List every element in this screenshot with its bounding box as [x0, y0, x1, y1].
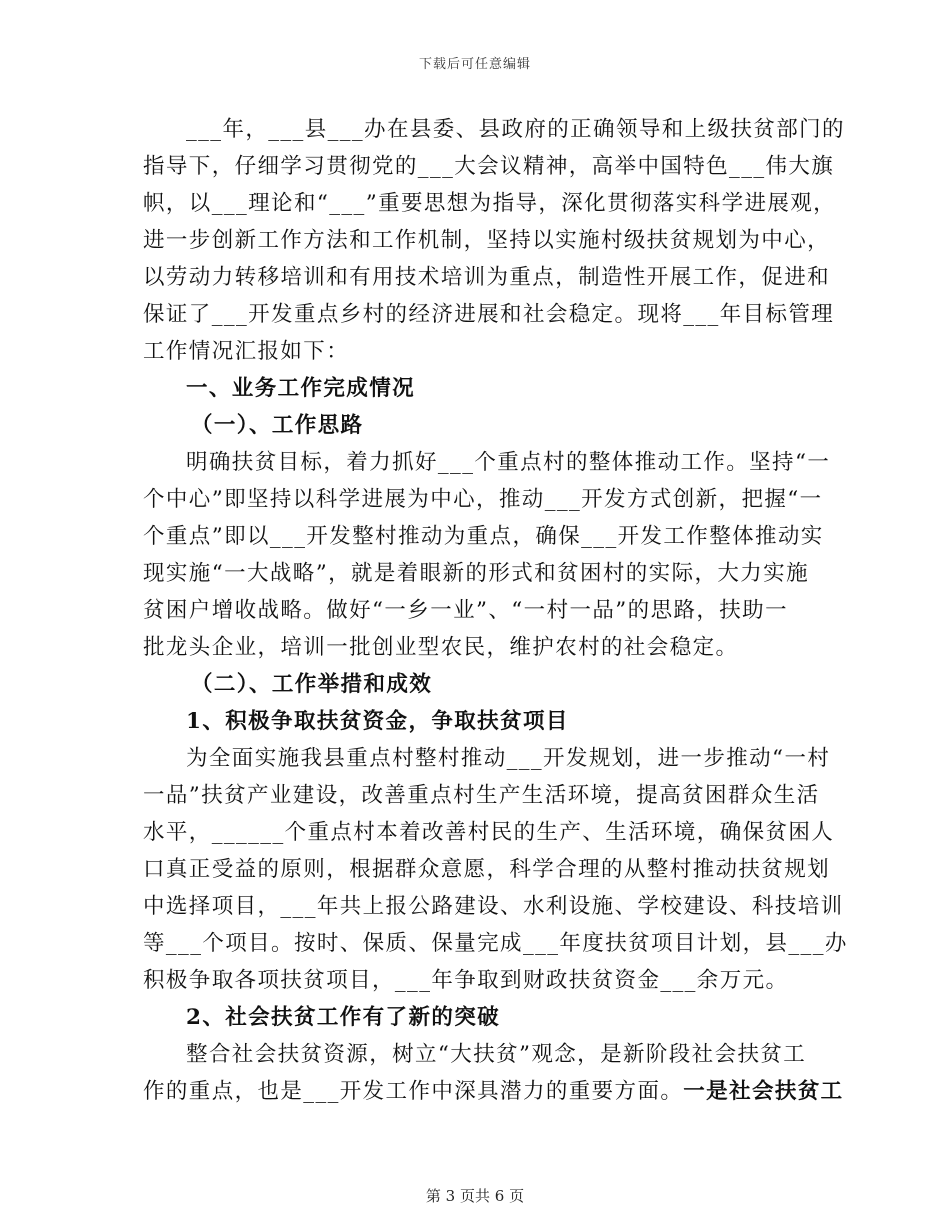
subsection-heading: （一）、工作思路 [191, 413, 364, 438]
paragraph-line: 口真正受益的原则，根据群众意愿，科学合理的从整村推动扶贫规划 [143, 857, 831, 882]
page-footer: 第 3 页共 6 页 [425, 1187, 525, 1205]
paragraph-line: 现实施“一大战略”，就是着眼新的形式和贫困村的实际，大力实施 [143, 561, 809, 586]
paragraph-line: 整合社会扶贫资源，树立“大扶贫”观念，是新阶段社会扶贫工 [186, 1042, 807, 1067]
document-body [143, 111, 848, 1110]
paragraph-line [143, 1073, 844, 1110]
subsection-heading: （二）、工作举措和成效 [191, 672, 433, 697]
paragraph-line: 进一步创新工作方法和工作机制，坚持以实施村级扶贫规划为中心， [143, 228, 831, 253]
paragraph-line: 明确扶贫目标，着力抓好___个重点村的整体推动工作。坚持“一 [186, 450, 831, 475]
paragraph-line: 指导下，仔细学习贯彻党的___大会议精神，高举中国特色___伟大旗 [143, 154, 835, 179]
paragraph-line: 积极争取各项扶贫项目，___年争取到财政扶贫资金___余万元。 [143, 968, 789, 993]
paragraph-line: 保证了___开发重点乡村的经济进展和社会稳定。现将___年目标管理 [143, 302, 835, 327]
paragraph-line: ___年，___县___办在县委、县政府的正确领导和上级扶贫部门的 [186, 117, 845, 142]
paragraph-line: 工作情况汇报如下： [143, 339, 350, 364]
bold-lead-text: 一是社会扶贫工 [683, 1079, 844, 1104]
item-heading: 2、社会扶贫工作有了新的突破 [186, 1005, 501, 1030]
paragraph-line: 贫困户增收战略。做好“一乡一业”、“一村一品”的思路，扶助一 [143, 598, 788, 623]
section-heading: 一、业务工作完成情况 [186, 376, 416, 401]
paragraph-line: 批龙头企业，培训一批创业型农民，维护农村的社会稳定。 [143, 635, 739, 660]
paragraph-line: 个中心”即坚持以科学进展为中心，推动___开发方式创新，把握“一 [143, 487, 823, 512]
paragraph-line: 中选择项目，___年共上报公路建设、水利设施、学校建设、科技培训 [143, 894, 844, 919]
page-header: 下载后可任意编辑 [418, 57, 531, 72]
paragraph-line: 以劳动力转移培训和有用技术培训为重点，制造性开展工作，促进和 [143, 265, 831, 290]
paragraph-line: 水平，______个重点村本着改善村民的生产、生活环境，确保贫困人 [143, 820, 835, 845]
paragraph-line: 个重点”即以___开发整村推动为重点，确保___开发工作整体推动实 [143, 524, 824, 549]
paragraph-line: 等___个项目。按时、保质、保量完成___年度扶贫项目计划，县___办 [143, 931, 848, 956]
item-heading: 1、积极争取扶贫资金，争取扶贫项目 [186, 709, 569, 734]
paragraph-text: 作的重点，也是___开发工作中深具潜力的重要方面。 [143, 1079, 684, 1104]
paragraph-line: 帜，以___理论和“___”重要思想为指导，深化贯彻落实科学进展观， [143, 191, 837, 216]
paragraph-line: 一品”扶贫产业建设，改善重点村生产生活环境，提高贫困群众生活 [143, 783, 820, 808]
paragraph-line: 为全面实施我县重点村整村推动___开发规划，进一步推动“一村 [186, 746, 831, 771]
